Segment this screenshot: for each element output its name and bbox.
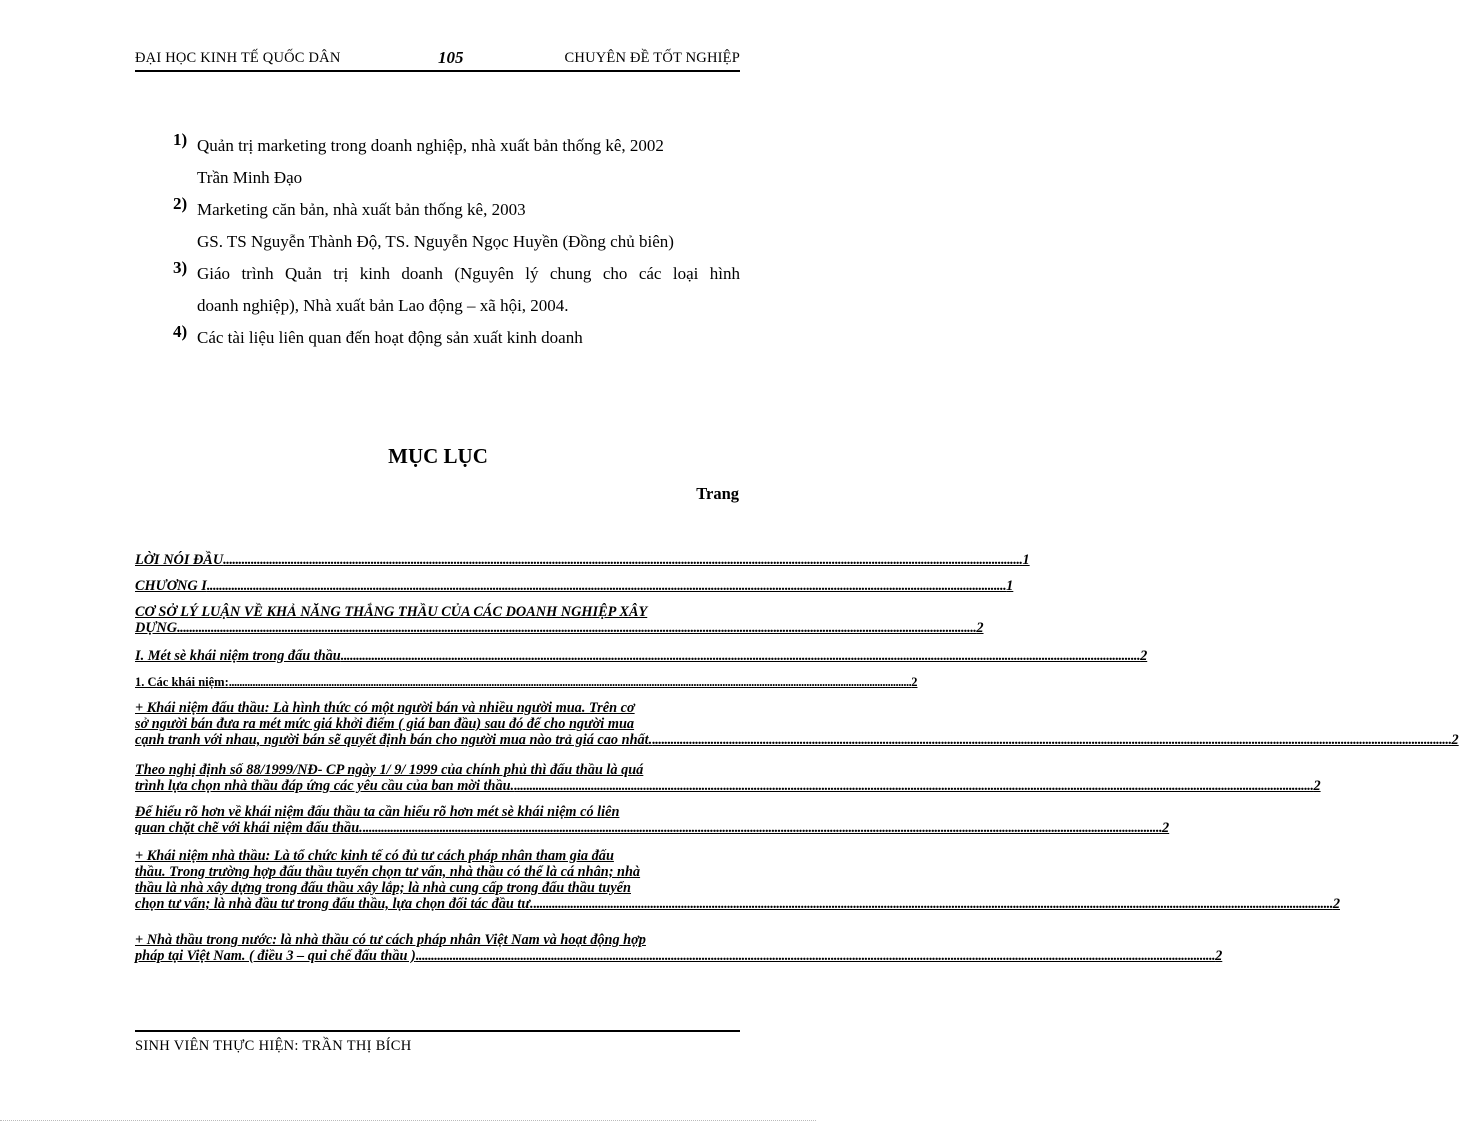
reference-number: 3) xyxy=(173,258,188,277)
toc-entry[interactable] xyxy=(135,804,1170,836)
toc-entry-last-line xyxy=(135,820,1170,836)
toc-page-number: 2 xyxy=(1215,948,1223,964)
toc-entry-last-line xyxy=(135,778,1321,794)
toc-entry[interactable] xyxy=(135,848,1340,912)
toc-leader-dots: .................................................................................................................................................................................................................................................................... xyxy=(340,648,1141,664)
reference-line: GS. TS Nguyễn Thành Độ, TS. Nguyễn Ngọc Huyền (Đồng chủ biên) xyxy=(197,232,674,251)
reference-number: 2) xyxy=(173,194,188,213)
page-header xyxy=(135,48,740,72)
reference-number: 4) xyxy=(173,322,188,341)
toc-title: MỤC LỤC xyxy=(388,444,488,468)
toc-entry[interactable] xyxy=(135,932,1223,964)
toc-leader-dots: .................................................................................................................................................................................................................................................................... xyxy=(177,620,977,636)
reference-number: 1) xyxy=(173,130,188,149)
toc-entry-last-line xyxy=(135,648,1148,664)
toc-leader-dots: .................................................................................................................................................................................................................................................................... xyxy=(533,896,1333,912)
toc-entry-text: I. Mét sè khái niệm trong đấu thầu xyxy=(135,648,341,664)
toc-entry[interactable] xyxy=(135,552,1030,568)
reference-line: Giáo trình Quản trị kinh doanh (Nguyên lý chung cho các loại hình xyxy=(197,264,740,283)
reference-line: Marketing căn bản, nhà xuất bản thống kê, 2003 xyxy=(197,200,526,219)
toc-entry[interactable] xyxy=(135,578,1014,594)
toc-leader-dots: .................................................................................................................................................................................................................................................................... xyxy=(228,675,912,689)
toc-entry[interactable] xyxy=(135,604,984,636)
toc-page-number: 2 xyxy=(1313,778,1321,794)
toc-entry-last-line xyxy=(135,732,1459,748)
toc-entry-text: pháp tại Việt Nam. ( điều 3 – qui chế đấu thầu ) xyxy=(135,948,416,964)
reference-line: Các tài liệu liên quan đến hoạt động sản xuất kinh doanh xyxy=(197,328,583,347)
page-bottom-edge xyxy=(0,1120,816,1121)
toc-entry-line: thầu là nhà xây dựng trong đấu thầu xây lắp; là nhà cung cấp trong đấu thầu tuyển xyxy=(135,880,631,896)
toc-entry[interactable] xyxy=(135,700,1459,748)
reference-item xyxy=(173,322,740,354)
toc-entry-line: + Khái niệm nhà thầu: Là tổ chức kinh tế có đủ tư cách pháp nhân tham gia đấu xyxy=(135,848,614,864)
reference-item xyxy=(173,194,740,258)
toc-leader-dots: .................................................................................................................................................................................................................................................................... xyxy=(206,578,1007,594)
references-list xyxy=(173,130,740,354)
toc-entry-text: LỜI NÓI ĐẦU xyxy=(135,552,224,568)
toc-entry[interactable] xyxy=(135,648,1148,664)
toc-entry-last-line xyxy=(135,948,1223,964)
toc-entry-text: DỰNG xyxy=(135,620,178,636)
toc-leader-dots: .................................................................................................................................................................................................................................................................... xyxy=(362,820,1163,836)
reference-line: Trần Minh Đạo xyxy=(197,168,303,187)
toc-entry-last-line xyxy=(135,620,984,636)
toc-entry-line: + Khái niệm đấu thầu: Là hình thức có một người bán và nhiều người mua. Trên cơ xyxy=(135,700,635,716)
toc-entry-last-line xyxy=(135,552,1030,568)
reference-item xyxy=(173,130,740,194)
toc-leader-dots: .................................................................................................................................................................................................................................................................... xyxy=(514,778,1314,794)
reference-item xyxy=(173,258,740,322)
toc-entry-last-line xyxy=(135,674,918,690)
toc-page-number: 2 xyxy=(1332,896,1340,912)
header-thesis-title: CHUYÊN ĐỀ TỐT NGHIỆP xyxy=(564,50,740,66)
toc-page-number: 2 xyxy=(911,675,918,689)
reference-line: doanh nghiệp), Nhà xuất bản Lao động – xã hội, 2004. xyxy=(197,296,569,315)
toc-page-number: 2 xyxy=(1162,820,1170,836)
toc-entry-text: trình lựa chọn nhà thầu đáp ứng các yêu cầu của ban mời thầu. xyxy=(135,778,515,794)
header-page-number: 105 xyxy=(438,48,464,67)
toc-entry[interactable] xyxy=(135,762,1321,794)
toc-entry-line: CƠ SỞ LÝ LUẬN VỀ KHẢ NĂNG THẮNG THẦU CỦA CÁC DOANH NGHIỆP XÂY xyxy=(135,604,648,620)
toc-entry-last-line xyxy=(135,578,1014,594)
toc-entry-text: 1. Các khái niệm: xyxy=(135,675,229,689)
reference-line: Quản trị marketing trong doanh nghiệp, nhà xuất bản thống kê, 2002 xyxy=(197,136,664,155)
toc-entry-last-line xyxy=(135,896,1340,912)
toc-entry-text: quan chặt chẽ với khái niệm đấu thầu. xyxy=(135,820,363,836)
toc-entry-text: CHƯƠNG I xyxy=(135,578,207,594)
toc-entry-line: sở người bán đưa ra mét mức giá khởi điểm ( giá ban đầu) sau đó để cho người mua xyxy=(135,716,635,732)
toc-leader-dots: .................................................................................................................................................................................................................................................................... xyxy=(652,732,1452,748)
toc-entry-line: + Nhà thầu trong nước: là nhà thầu có tư cách pháp nhân Việt Nam và hoạt động hợp xyxy=(135,932,646,948)
page-footer: SINH VIÊN THỰC HIỆN: TRẦN THỊ BÍCH xyxy=(135,1038,412,1054)
toc-entry-line: Theo nghị định số 88/1999/NĐ- CP ngày 1/ 9/ 1999 của chính phủ thì đấu thầu là quá xyxy=(135,762,644,778)
footer-divider xyxy=(135,1030,740,1032)
toc-page-number: 1 xyxy=(1022,552,1030,568)
toc-page-number: 2 xyxy=(976,620,984,636)
toc-page-column-label: Trang xyxy=(696,484,739,503)
toc-entry-text: cạnh tranh với nhau, người bán sẽ quyết định bán cho người mua nào trả giá cao nhất. xyxy=(135,732,653,748)
toc-entry-line: thầu. Trong trường hợp đấu thầu tuyển chọn tư vấn, nhà thầu có thể là cá nhân; nhà xyxy=(135,864,641,880)
toc-leader-dots: .................................................................................................................................................................................................................................................................... xyxy=(223,552,1023,568)
toc-page-number: 1 xyxy=(1006,578,1014,594)
toc-page-number: 2 xyxy=(1451,732,1459,748)
toc-leader-dots: .................................................................................................................................................................................................................................................................... xyxy=(415,948,1216,964)
toc-entry-text: chọn tư vấn; là nhà đầu tư trong đấu thầu, lựa chọn đối tác đầu tư. xyxy=(135,896,534,912)
toc-entry-line: Để hiểu rõ hơn về khái niệm đấu thầu ta cần hiểu rõ hơn mét sè khái niệm có liên xyxy=(135,804,620,820)
header-university: ĐẠI HỌC KINH TẾ QUỐC DÂN xyxy=(135,50,341,66)
toc-entry[interactable] xyxy=(135,674,918,690)
toc-page-number: 2 xyxy=(1140,648,1148,664)
